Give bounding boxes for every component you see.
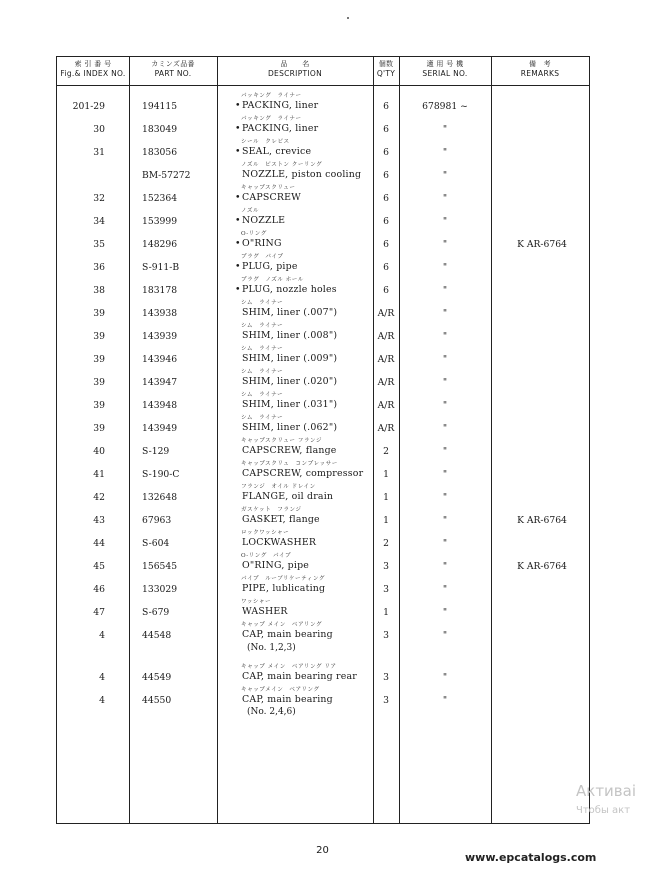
remarks: K AR-6764 — [517, 515, 567, 526]
serial-number: " — [442, 515, 448, 526]
fig-number: 39 — [93, 308, 105, 319]
description-text: CAPSCREW, compressor — [242, 468, 364, 479]
serial-number: " — [442, 216, 448, 227]
serial-number: " — [442, 377, 448, 388]
fig-number: 36 — [93, 262, 105, 273]
remarks: K AR-6764 — [517, 239, 567, 250]
fig-number: 32 — [93, 193, 105, 204]
fig-number: 4 — [99, 695, 105, 706]
bullet-mark: • — [235, 192, 241, 203]
fig-number: 40 — [93, 446, 105, 457]
quantity: A/R — [377, 308, 395, 319]
kana-reading: シム ライナー — [241, 369, 284, 375]
part-number: BM-57272 — [142, 170, 191, 181]
description — [235, 353, 337, 364]
kana-reading: ガスケット フランジ — [241, 507, 302, 513]
description — [235, 307, 337, 318]
quantity: 6 — [383, 285, 389, 296]
kana-reading: プラグ ノズル ホール — [241, 277, 304, 283]
part-number: 143949 — [142, 423, 178, 434]
quantity: 6 — [383, 262, 389, 273]
part-number: 143946 — [142, 354, 178, 365]
quantity: 3 — [383, 561, 389, 572]
kana-reading: シム ライナー — [241, 415, 284, 421]
table-row — [57, 183, 591, 205]
table-row — [57, 436, 591, 458]
part-number: 156545 — [142, 561, 178, 572]
serial-number: " — [442, 262, 448, 273]
parts-table — [56, 56, 590, 824]
quantity: 3 — [383, 695, 389, 706]
description — [235, 284, 337, 295]
kana-reading: シム ライナー — [241, 323, 284, 329]
part-number: 143938 — [142, 308, 178, 319]
part-number: S-679 — [142, 607, 170, 618]
description-text: GASKET, flange — [242, 514, 320, 525]
fig-number: 47 — [93, 607, 105, 618]
kana-reading: シム ライナー — [241, 300, 284, 306]
quantity: 3 — [383, 672, 389, 683]
kana-reading: キャップ メイン ベアリング リア — [241, 664, 337, 670]
description-text: CAP, main bearing — [242, 629, 333, 640]
bullet-mark: • — [235, 284, 241, 295]
description-text: O"RING, pipe — [242, 560, 310, 571]
serial-number: " — [442, 170, 448, 181]
table-row — [57, 620, 591, 642]
part-number: S-190-C — [142, 469, 180, 480]
description-text: SHIM, liner (.009") — [242, 353, 338, 364]
part-number: S-129 — [142, 446, 170, 457]
kana-reading: キャップ メイン ベアリング — [241, 622, 323, 628]
kana-reading: ワッシャー — [241, 599, 272, 605]
table-row — [57, 390, 591, 412]
kana-reading: シール クレビス — [241, 139, 290, 145]
serial-number: " — [442, 446, 448, 457]
serial-number: 678981 ~ — [422, 101, 468, 112]
table-row — [57, 160, 591, 182]
description-text: WASHER — [242, 606, 288, 617]
kana-reading: シム ライナー — [241, 392, 284, 398]
description-text: PACKING, liner — [242, 123, 319, 134]
description — [235, 169, 361, 180]
description — [235, 491, 333, 502]
part-number: 183049 — [142, 124, 178, 135]
quantity: 1 — [383, 607, 389, 618]
table-row — [57, 298, 591, 320]
fig-number: 42 — [93, 492, 105, 503]
description-text: SHIM, liner (.031") — [242, 399, 338, 410]
serial-number: " — [442, 331, 448, 342]
table-row — [57, 597, 591, 619]
table-row — [57, 685, 591, 707]
header-divider — [57, 85, 589, 86]
description — [235, 560, 309, 571]
table-row — [57, 662, 591, 684]
table-row — [57, 367, 591, 389]
activation-notice-sub: Чтобы акт — [576, 805, 631, 816]
fig-number: 39 — [93, 377, 105, 388]
quantity: 3 — [383, 584, 389, 595]
kana-reading: キャップスクリュー — [241, 185, 296, 191]
part-number: 143947 — [142, 377, 178, 388]
table-row — [57, 505, 591, 527]
part-number: 143939 — [142, 331, 178, 342]
bullet-mark: • — [235, 261, 241, 272]
table-row — [57, 344, 591, 366]
part-number: 132648 — [142, 492, 178, 503]
part-number: 183178 — [142, 285, 178, 296]
part-number: 44550 — [142, 695, 172, 706]
fig-number: 39 — [93, 400, 105, 411]
quantity: 1 — [383, 469, 389, 480]
description-text: NOZZLE — [242, 215, 286, 226]
serial-number: " — [442, 423, 448, 434]
fig-number: 4 — [99, 630, 105, 641]
serial-number: " — [442, 285, 448, 296]
description — [235, 330, 337, 341]
description-text: NOZZLE, piston cooling — [242, 169, 362, 180]
kana-reading: パイプ ルーブリケーティング — [241, 576, 325, 582]
serial-number: " — [442, 672, 448, 683]
table-row — [57, 229, 591, 251]
description — [235, 146, 311, 157]
description-text: SHIM, liner (.007") — [242, 307, 338, 318]
fig-number: 35 — [93, 239, 105, 250]
serial-number: " — [442, 354, 448, 365]
table-row — [57, 321, 591, 343]
quantity: A/R — [377, 377, 395, 388]
part-number: 152364 — [142, 193, 178, 204]
fig-number: 34 — [93, 216, 105, 227]
table-row — [57, 482, 591, 504]
bullet-mark: • — [235, 238, 241, 249]
table-row — [57, 114, 591, 136]
serial-number: " — [442, 607, 448, 618]
description — [235, 583, 325, 594]
description — [235, 671, 357, 682]
part-number: 194115 — [142, 101, 178, 112]
serial-number: " — [442, 538, 448, 549]
quantity: 2 — [383, 538, 389, 549]
part-number: 44549 — [142, 672, 172, 683]
kana-reading: ロックワッシャー — [241, 530, 290, 536]
quantity: 1 — [383, 515, 389, 526]
kana-reading: ノズル — [241, 208, 260, 214]
fig-number: 43 — [93, 515, 105, 526]
fig-number: 31 — [93, 147, 105, 158]
kana-reading: ノズル ピストン クーリング — [241, 162, 323, 168]
part-number: S-604 — [142, 538, 170, 549]
kana-reading: O-リング パイプ — [241, 553, 292, 559]
description-text: CAPSCREW — [242, 192, 301, 203]
table-row — [57, 137, 591, 159]
fig-number: 39 — [93, 331, 105, 342]
serial-number: " — [442, 124, 448, 135]
description-text: PLUG, nozzle holes — [242, 284, 337, 295]
quantity: A/R — [377, 400, 395, 411]
description — [235, 376, 337, 387]
description-text: FLANGE, oil drain — [242, 491, 334, 502]
table-row — [57, 528, 591, 550]
serial-number: " — [442, 193, 448, 204]
part-number: 148296 — [142, 239, 178, 250]
fig-number: 46 — [93, 584, 105, 595]
table-row — [57, 252, 591, 274]
description — [235, 123, 318, 134]
serial-number: " — [442, 239, 448, 250]
description — [235, 514, 320, 525]
fig-number: 39 — [93, 423, 105, 434]
serial-number: " — [442, 561, 448, 572]
remarks: K AR-6764 — [517, 561, 567, 572]
kana-reading: シム ライナー — [241, 346, 284, 352]
description — [235, 422, 337, 433]
quantity: 3 — [383, 630, 389, 641]
description-text: PIPE, lublicating — [242, 583, 326, 594]
part-number: 153999 — [142, 216, 178, 227]
header-remarks: 備 考 REMARKS — [520, 60, 560, 78]
description — [235, 445, 337, 456]
header-qty: 個数 Q'TY — [376, 60, 396, 78]
description-text: CAPSCREW, flange — [242, 445, 337, 456]
description-text: SHIM, liner (.020") — [242, 376, 338, 387]
kana-reading: プラグ パイプ — [241, 254, 284, 260]
note-text: (No. 1,2,3) — [247, 643, 296, 653]
serial-number: " — [442, 584, 448, 595]
quantity: A/R — [377, 331, 395, 342]
fig-number: 30 — [93, 124, 105, 135]
serial-number: " — [442, 400, 448, 411]
description-text: O"RING — [242, 238, 282, 249]
part-number: 143948 — [142, 400, 178, 411]
fig-number: 38 — [93, 285, 105, 296]
table-row — [57, 574, 591, 596]
table-row — [57, 91, 591, 113]
description — [235, 238, 282, 249]
activation-notice: Активаі — [576, 782, 637, 800]
kana-reading: パッキング ライナー — [241, 116, 302, 122]
table-row — [57, 275, 591, 297]
note-text: (No. 2,4,6) — [247, 707, 296, 717]
fig-number: 44 — [93, 538, 105, 549]
description — [235, 468, 363, 479]
quantity: 6 — [383, 101, 389, 112]
bullet-mark: • — [235, 215, 241, 226]
description-text: SEAL, crevice — [242, 146, 312, 157]
table-row — [57, 551, 591, 573]
description — [235, 537, 316, 548]
description — [235, 261, 298, 272]
page-number: 20 — [316, 845, 329, 856]
description-text: LOCKWASHER — [242, 537, 317, 548]
bullet-mark: • — [235, 146, 241, 157]
quantity: 6 — [383, 147, 389, 158]
description — [235, 192, 301, 203]
kana-reading: O-リング — [241, 231, 267, 237]
quantity: A/R — [377, 354, 395, 365]
fig-number: 201-29 — [72, 101, 105, 112]
kana-reading: キャップスクリュー フランジ — [241, 438, 322, 444]
quantity: 6 — [383, 239, 389, 250]
description-text: SHIM, liner (.062") — [242, 422, 338, 433]
description-text: CAP, main bearing rear — [242, 671, 357, 682]
description — [235, 100, 318, 111]
description — [235, 694, 333, 705]
part-number: S-911-B — [142, 262, 180, 273]
description — [235, 215, 285, 226]
description-text: PLUG, pipe — [242, 261, 298, 272]
kana-reading: フランジ オイル ドレイン — [241, 484, 316, 490]
description-text: CAP, main bearing — [242, 694, 333, 705]
part-number: 133029 — [142, 584, 178, 595]
quantity: 6 — [383, 193, 389, 204]
header-description: 品 名 DESCRIPTION — [267, 60, 323, 78]
description — [235, 606, 288, 617]
serial-number: " — [442, 492, 448, 503]
fig-number: 41 — [93, 469, 105, 480]
serial-number: " — [442, 308, 448, 319]
description — [235, 399, 337, 410]
quantity: 6 — [383, 124, 389, 135]
kana-reading: キャップメイン ベアリング — [241, 687, 320, 693]
quantity: A/R — [377, 423, 395, 434]
fig-number: 39 — [93, 354, 105, 365]
header-serial: 適 用 号 機 SERIAL NO. — [422, 60, 468, 78]
part-number: 44548 — [142, 630, 172, 641]
quantity: 6 — [383, 216, 389, 227]
fig-number: 4 — [99, 672, 105, 683]
bullet-mark: • — [235, 123, 241, 134]
bullet-mark: • — [235, 100, 241, 111]
fig-number: 45 — [93, 561, 105, 572]
quantity: 6 — [383, 170, 389, 181]
description — [235, 629, 333, 640]
description-text: SHIM, liner (.008") — [242, 330, 338, 341]
part-number: 183056 — [142, 147, 178, 158]
serial-number: " — [442, 695, 448, 706]
serial-number: " — [442, 630, 448, 641]
header-fig: 索 引 番 号 Fig.& INDEX NO. — [60, 60, 126, 78]
kana-reading: キャップスクリュ コンプレッサー — [241, 461, 338, 467]
table-row — [57, 459, 591, 481]
serial-number: " — [442, 147, 448, 158]
quantity: 2 — [383, 446, 389, 457]
scan-speck — [347, 17, 349, 19]
kana-reading: パッキング ライナー — [241, 93, 302, 99]
table-row — [57, 413, 591, 435]
watermark: www.epcatalogs.com — [465, 851, 597, 864]
part-number: 67963 — [142, 515, 172, 526]
header-part: カミンズ品番 PART NO. — [151, 60, 195, 78]
description-text: PACKING, liner — [242, 100, 319, 111]
table-row — [57, 206, 591, 228]
serial-number: " — [442, 469, 448, 480]
quantity: 1 — [383, 492, 389, 503]
